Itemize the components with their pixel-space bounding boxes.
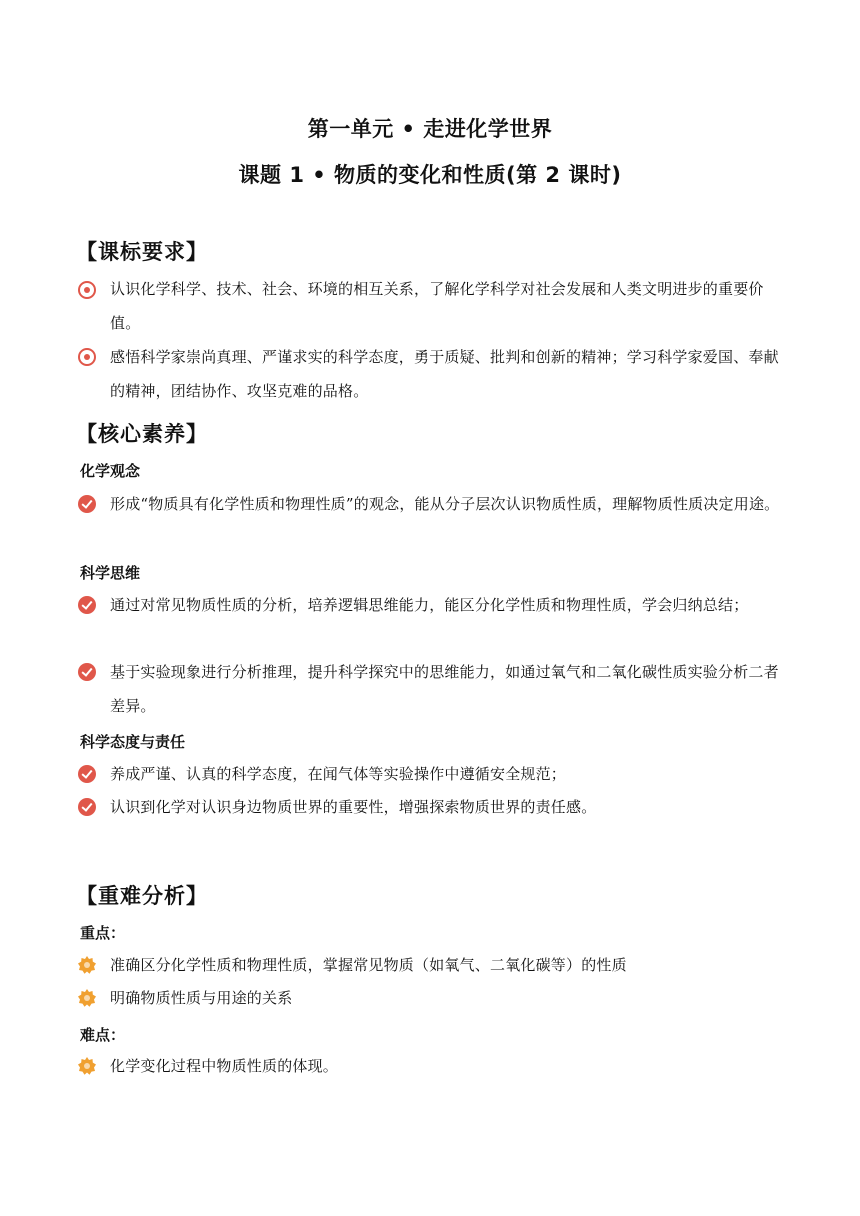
key-points-title: 重点： [80,924,126,942]
literacy-item: 通过对常见物质性质的分析，培养逻辑思维能力，能区分化学性质和物理性质，学会归纳总结； [110,596,749,614]
target-bullet-icon [78,281,96,299]
check-bullet-icon [78,798,96,816]
literacy-heading: 【核心素养】 [76,422,208,446]
curriculum-item-1: 认识化学科学、技术、社会、环境的相互关系，了解化学科学对社会发展和人类文明进步的重要价值。 [110,280,764,332]
unit-title: 第一单元 • 走进化学世界 [307,117,553,141]
analysis-heading: 【重难分析】 [76,884,208,908]
check-bullet-icon [78,596,96,614]
group-title-attitude-responsibility: 科学态度与责任 [80,733,186,751]
literacy-item: 养成严谨、认真的科学态度，在闻气体等实验操作中遵循安全规范； [110,765,567,783]
group-title-scientific-thinking: 科学思维 [80,564,141,582]
key-point-item: 明确物质性质与用途的关系 [110,989,293,1007]
curriculum-item-2: 感悟科学家崇尚真理、严谨求实的科学态度，勇于质疑、批判和创新的精神；学习科学家爱国、奉献的精神，团结协作、攻坚克难的品格。 [110,348,779,400]
literacy-item: 形成“物质具有化学性质和物理性质”的观念，能从分子层次认识物质性质，理解物质性质决定用途。 [110,495,780,513]
check-bullet-icon [78,495,96,513]
literacy-item: 认识到化学对认识身边物质世界的重要性，增强探索物质世界的责任感。 [110,798,597,816]
key-point-item: 准确区分化学性质和物理性质，掌握常见物质（如氧气、二氧化碳等）的性质 [110,956,627,974]
check-bullet-icon [78,765,96,783]
seal-bullet-icon [78,1057,96,1075]
difficult-points-title: 难点： [80,1026,126,1044]
check-bullet-icon [78,663,96,681]
curriculum-heading: 【课标要求】 [76,240,208,264]
seal-bullet-icon [78,989,96,1007]
group-title-chemistry-concept: 化学观念 [80,462,141,480]
target-bullet-icon [78,348,96,366]
lesson-title: 课题 1 • 物质的变化和性质(第 2 课时) [238,163,622,187]
literacy-item: 基于实验现象进行分析推理，提升科学探究中的思维能力，如通过氧气和二氧化碳性质实验分析二者差异。 [110,663,779,715]
difficult-point-item: 化学变化过程中物质性质的体现。 [110,1057,339,1075]
seal-bullet-icon [78,956,96,974]
